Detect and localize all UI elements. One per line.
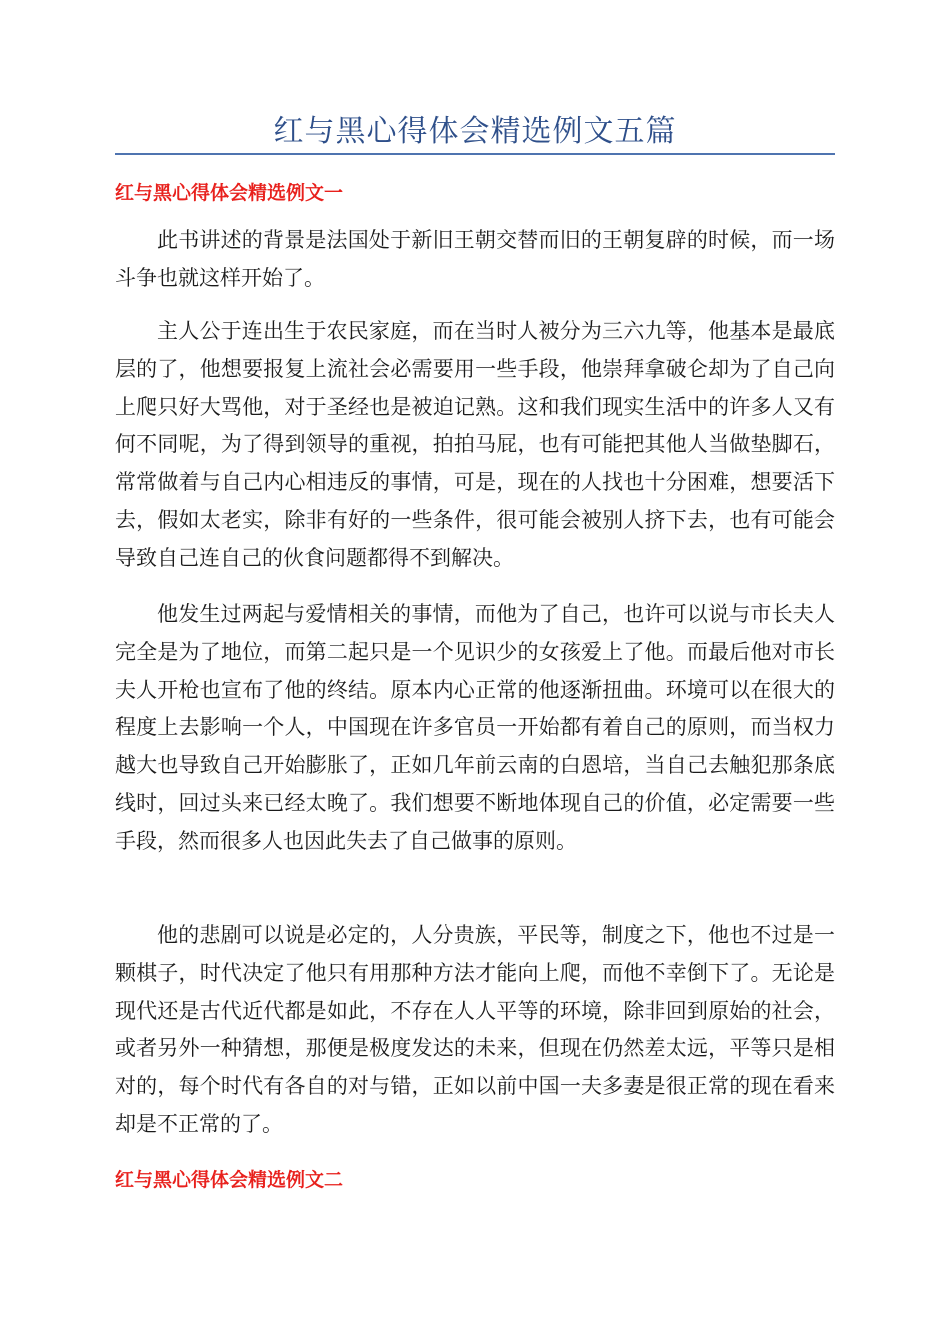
paragraph-4: 他的悲剧可以说是必定的，人分贵族，平民等，制度之下，他也不过是一颗棋子，时代决定了他只有用那种方法才能向上爬，而他不幸倒下了。无论是现代还是古代近代都是如此，不存在人人平等的环境，除非回到原始的社会，或者另外一种猜想，那便是极度发达的未来，但现在仍然差太远，平等只是相对的，每个时代有各自的对与错，正如以前中国一夫多妻是很正常的现在看来却是不正常的了。 bbox=[115, 923, 835, 1136]
paragraph-3: 他发生过两起与爱情相关的事情，而他为了自己，也许可以说与市长夫人完全是为了地位，而第二起只是一个见识少的女孩爱上了他。而最后他对市长夫人开枪也宣布了他的终结。原本内心正常的他逐渐扭曲。环境可以在很大的程度上去影响一个人，中国现在许多官员一开始都有着自己的原则，而当权力越大也导致自己开始膨胀了，正如几年前云南的白恩培，当自己去触犯那条底线时，回过头来已经太晚了。我们想要不断地体现自己的价值，必定需要一些手段，然而很多人也因此失去了自己做事的原则。 bbox=[115, 602, 835, 853]
paragraph-1: 此书讲述的背景是法国处于新旧王朝交替而旧的王朝复辟的时候，而一场斗争也就这样开始了。 bbox=[115, 228, 835, 290]
section-heading-1: 红与黑心得体会精选例文一 bbox=[115, 182, 344, 204]
document-title: 红与黑心得体会精选例文五篇 bbox=[273, 114, 677, 149]
paragraph-2: 主人公于连出生于农民家庭，而在当时人被分为三六九等，他基本是最底层的了，他想要报复上流社会必需要用一些手段，他崇拜拿破仑却为了自己向上爬只好大骂他，对于圣经也是被迫记熟。这和我们现实生活中的许多人又有何不同呢，为了得到领导的重视，拍拍马屁，也有可能把其他人当做垫脚石，常常做着与自己内心相违反的事情，可是，现在的人找也十分困难，想要活下去，假如太老实，除非有好的一些条件，很可能会被别人挤下去，也有可能会导致自己连自己的伙食问题都得不到解决。 bbox=[115, 319, 835, 570]
title-underline bbox=[115, 153, 835, 155]
section-heading-2: 红与黑心得体会精选例文二 bbox=[115, 1169, 344, 1191]
